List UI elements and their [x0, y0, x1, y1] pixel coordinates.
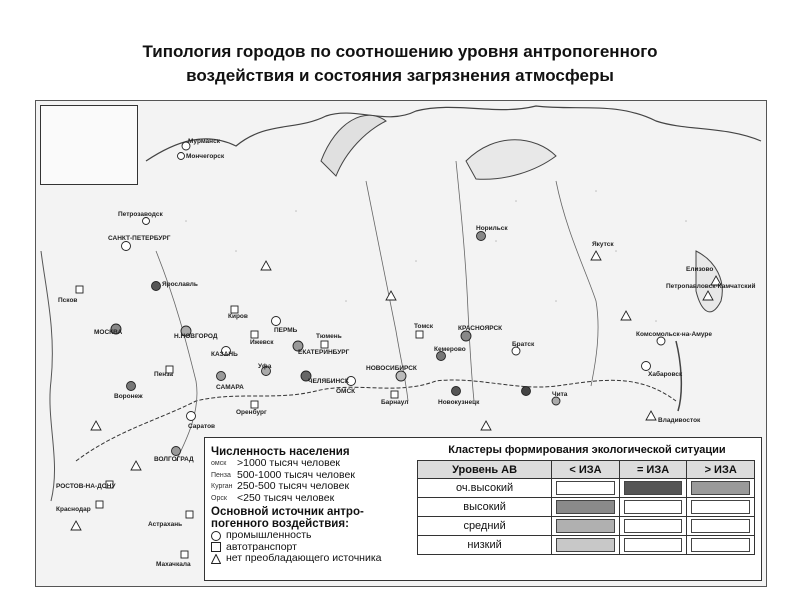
label-bratsk: Братск	[512, 341, 535, 348]
cluster-row-medium: средний	[418, 517, 755, 536]
page-title	[0, 40, 800, 88]
label-petrozavodsk: Петрозаводск	[118, 211, 163, 218]
population-header: Численность населения	[211, 446, 350, 458]
label-volgograd: ВОЛГОГРАД	[154, 456, 194, 463]
swatch	[556, 500, 615, 514]
label-spb: САНКТ-ПЕТЕРБУРГ	[108, 235, 171, 242]
marker-petropavlovsk	[703, 291, 713, 300]
label-samara: САМАРА	[216, 384, 244, 391]
marker-tri-7	[481, 421, 491, 430]
marker-voronezh	[127, 382, 136, 391]
label-elizovo: Елизово	[686, 266, 714, 273]
marker-izhevsk	[251, 331, 258, 338]
cluster-row-high: высокий	[418, 498, 755, 517]
header-level: Уровень АВ	[418, 461, 552, 479]
clusters-table	[417, 460, 755, 555]
label-krasnodar: Краснодар	[56, 506, 91, 513]
marker-pskov	[76, 286, 83, 293]
swatch	[556, 481, 615, 495]
label-novokuznetsk: Новокузнецк	[438, 399, 480, 406]
label-murmansk: Мурманск	[188, 138, 220, 145]
marker-makhachkala	[181, 551, 188, 558]
label-omsk: ОМСК	[336, 388, 356, 395]
marker-yaroslavl	[152, 282, 161, 291]
title-line-2: воздействия и состояния загрязнения атмосферы	[186, 66, 614, 85]
marker-tyumen	[321, 341, 328, 348]
marker-monchegorsk	[178, 153, 185, 160]
label-pskov: Псков	[58, 297, 78, 304]
clusters-title: Кластеры формирования экологической ситуации	[448, 444, 726, 456]
legend-left-column	[211, 446, 411, 565]
label-yaroslavl: Ярославль	[162, 281, 198, 288]
marker-tri-6	[621, 311, 631, 320]
swatch	[624, 481, 683, 495]
label-chelyabinsk: ЧЕЛЯБИНСК	[308, 378, 349, 385]
cluster-row-low: низкий	[418, 536, 755, 555]
label-kirov: Киров	[228, 313, 248, 320]
marker-vladivostok	[646, 411, 656, 420]
label-khabarovsk: Хабаровск	[648, 371, 683, 378]
source-header-1: Основной источник антро-	[211, 506, 364, 518]
marker-orenburg	[251, 401, 258, 408]
label-novosibirsk: НОВОСИБИРСК	[366, 365, 417, 372]
label-chita: Чита	[552, 391, 568, 398]
header-equal: = ИЗА	[619, 461, 687, 479]
marker-bratsk	[512, 347, 520, 355]
marker-petrozavodsk	[143, 218, 150, 225]
marker-norilsk	[477, 232, 486, 241]
marker-irkutsk	[522, 387, 531, 396]
swatch	[556, 538, 615, 552]
label-tomsk: Томск	[414, 323, 434, 330]
marker-krasnodar	[96, 501, 103, 508]
marker-tri-3	[91, 421, 101, 430]
map-legend	[204, 437, 762, 581]
label-kemerovo: Кемерово	[434, 346, 466, 353]
label-krasnoyarsk: КРАСНОЯРСК	[458, 325, 503, 332]
label-barnaul: Барнаул	[381, 399, 409, 406]
marker-tri-5	[71, 521, 81, 530]
swatch	[624, 519, 683, 533]
source-header-2: погенного воздействия:	[211, 518, 349, 530]
header-less: < ИЗА	[552, 461, 620, 479]
marker-saratov	[187, 412, 196, 421]
population-row-2: Пенза 500-1000 тысяч человек	[211, 468, 355, 481]
square-icon	[211, 542, 221, 552]
source-row-transport: автотранспорт	[211, 542, 411, 554]
label-monchegorsk: Мончегорск	[186, 153, 225, 160]
marker-volgograd	[172, 447, 181, 456]
label-vladivostok: Владивосток	[658, 417, 701, 424]
label-rostov: РОСТОВ-НА-ДОНУ	[56, 483, 116, 490]
marker-novokuznetsk	[452, 387, 461, 396]
marker-komsomolsk	[657, 337, 665, 345]
swatch	[624, 500, 683, 514]
label-perm: ПЕРМЬ	[274, 327, 298, 334]
label-nnovgorod: Н.НОВГОРОД	[174, 333, 218, 340]
label-norilsk: Норильск	[476, 225, 508, 232]
label-makhachkala: Махачкала	[156, 561, 191, 568]
marker-spb	[122, 242, 131, 251]
marker-yakutsk	[591, 251, 601, 260]
label-orenburg: Оренбург	[236, 409, 267, 416]
marker-krasnoyarsk	[461, 331, 471, 341]
label-astrakhan: Астрахань	[148, 521, 183, 528]
label-voronezh: Воронеж	[114, 393, 143, 400]
swatch	[556, 519, 615, 533]
triangle-icon	[211, 554, 221, 564]
population-row-4: Орск <250 тысяч человек	[211, 491, 335, 504]
swatch	[624, 538, 683, 552]
marker-astrakhan	[186, 511, 193, 518]
clusters-header-row	[418, 461, 755, 479]
header-more: > ИЗА	[687, 461, 755, 479]
swatch	[691, 500, 750, 514]
marker-khabarovsk	[642, 362, 651, 371]
marker-barnaul	[391, 391, 398, 398]
title-line-1: Типология городов по соотношению уровня антропогенного	[142, 42, 658, 61]
label-petropavlovsk: Петропавловск-Камчатский	[666, 283, 756, 290]
label-ufa: Уфа	[258, 363, 272, 370]
marker-tomsk	[416, 331, 423, 338]
label-tyumen: Тюмень	[316, 333, 342, 340]
population-row-3: Курган 250-500 тысяч человек	[211, 480, 350, 492]
map-panel	[35, 100, 767, 587]
label-kazan: КАЗАНЬ	[211, 351, 238, 358]
swatch	[691, 519, 750, 533]
source-row-industry: промышленность	[211, 530, 411, 542]
marker-novosibirsk	[396, 371, 406, 381]
label-ekaterinburg: ЕКАТЕРИНБУРГ	[298, 349, 350, 356]
label-izhevsk: Ижевск	[250, 339, 274, 346]
marker-kirov	[231, 306, 238, 313]
label-saratov: Саратов	[188, 423, 216, 430]
swatch	[691, 538, 750, 552]
label-komsomolsk: Комсомольск-на-Амуре	[636, 331, 713, 338]
label-moscow: МОСКВА	[94, 329, 123, 336]
marker-tri-1	[261, 261, 271, 270]
label-yakutsk: Якутск	[592, 241, 614, 248]
marker-samara	[217, 372, 226, 381]
cluster-row-very-high: оч.высокий	[418, 479, 755, 498]
source-row-none: нет преобладающего источника	[211, 553, 411, 565]
label-penza: Пенза	[154, 371, 173, 378]
swatch	[691, 481, 750, 495]
marker-chita	[552, 397, 560, 405]
population-row-1: омск >1000 тысяч человек	[211, 457, 341, 469]
circle-icon	[211, 531, 221, 541]
legend-clusters	[417, 444, 757, 555]
marker-tri-2	[386, 291, 396, 300]
marker-tri-4	[131, 461, 141, 470]
marker-perm	[272, 317, 281, 326]
